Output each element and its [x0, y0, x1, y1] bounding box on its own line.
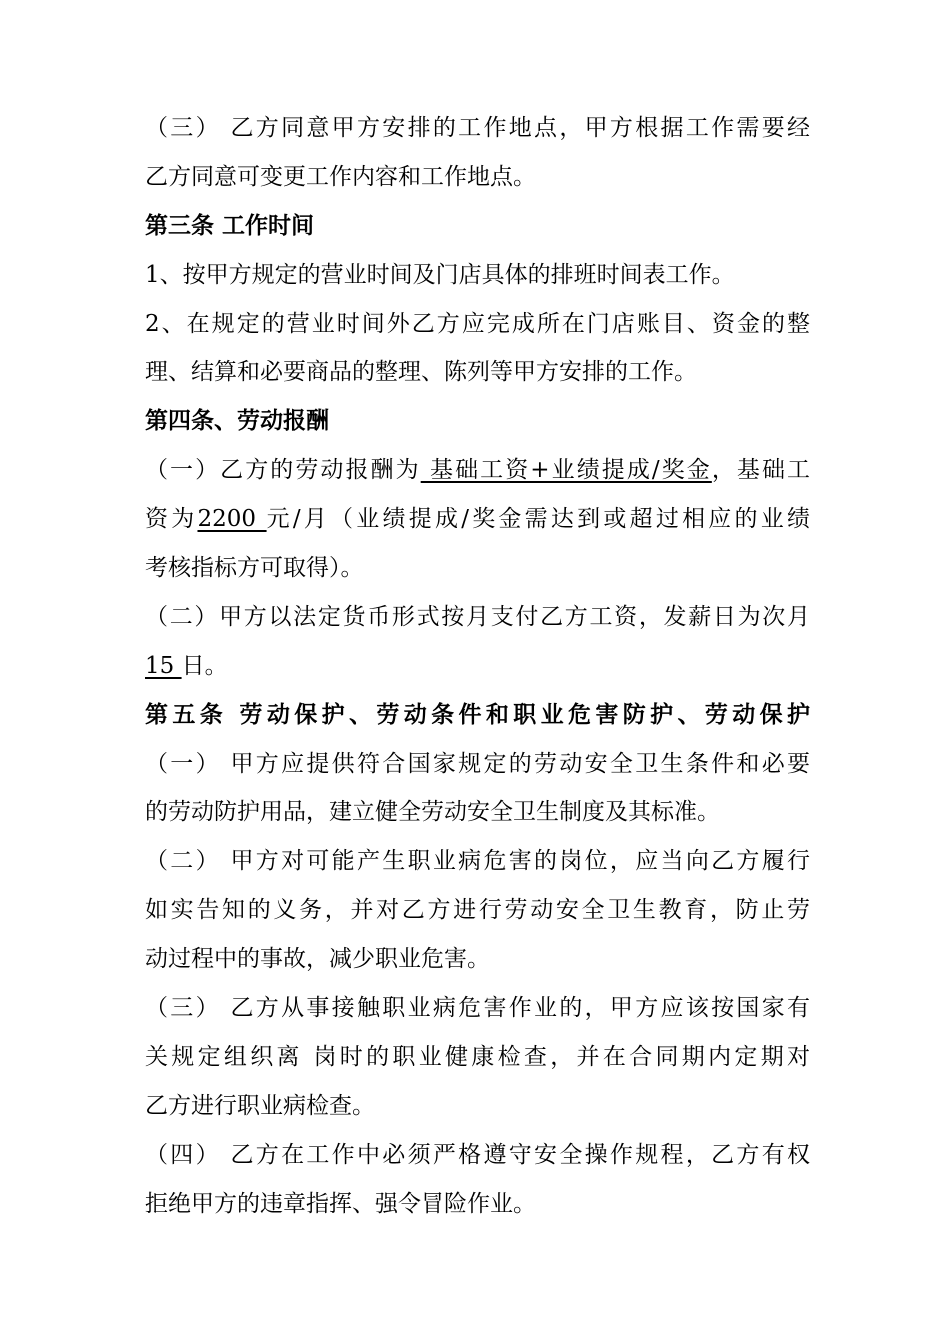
paragraph-line: 关规定组织离 岗时的职业健康检查，并在合同期内定期对 [145, 1043, 810, 1070]
paragraph-line: 理、结算和必要商品的整理、陈列等甲方安排的工作。 [145, 359, 697, 386]
paragraph-line: 乙方进行职业病检查。 [145, 1092, 375, 1119]
paragraph-line [145, 446, 810, 495]
section-heading-article-3: 第三条 工作时间 [145, 212, 315, 239]
paragraph-line: 动过程中的事故，减少职业危害。 [145, 946, 490, 973]
paragraph-line: 1、按甲方规定的营业时间及门店具体的排班时间表工作。 [145, 261, 735, 288]
payday-blank: 15 [145, 652, 182, 679]
paragraph-line: （四） 乙方在工作中必须严格遵守安全操作规程，乙方有权 [145, 1141, 810, 1168]
paragraph-line: （三） 乙方同意甲方安排的工作地点，甲方根据工作需要经 [145, 115, 810, 141]
paragraph-line: （三） 乙方从事接触职业病危害作业的，甲方应该按国家有 [145, 995, 810, 1022]
paragraph-line [145, 642, 810, 691]
base-salary-blank: 2200 [197, 506, 267, 533]
paragraph-line [145, 495, 810, 544]
document-body [145, 104, 810, 1228]
pay-text: ，基础工 [711, 457, 810, 484]
paragraph-line: （二） 甲方对可能产生职业病危害的岗位，应当向乙方履行 [145, 848, 810, 875]
paragraph-line: （二）甲方以法定货币形式按月支付乙方工资，发薪日为次月 [145, 603, 810, 630]
paragraph-line: 拒绝甲方的违章指挥、强令冒险作业。 [145, 1190, 536, 1217]
paragraph-line: 乙方同意可变更工作内容和工作地点。 [145, 163, 536, 190]
section-heading-article-5: 第五条 劳动保护、劳动条件和职业危害防护、劳动保护 [145, 701, 810, 728]
pay-structure-blank: 基础工资+业绩提成/奖金 [420, 457, 712, 484]
paragraph-line: 2、在规定的营业时间外乙方应完成所在门店账目、资金的整 [145, 310, 810, 337]
pay-text: 日。 [181, 652, 228, 679]
pay-text: （一）乙方的劳动报酬为 [145, 457, 421, 484]
paragraph-line: 如实告知的义务，并对乙方进行劳动安全卫生教育，防止劳 [145, 897, 810, 924]
paragraph-line: 考核指标方可取得）。 [145, 555, 364, 582]
section-heading-article-4: 第四条、劳动报酬 [145, 408, 329, 435]
pay-text: 资为 [145, 506, 198, 533]
paragraph-line: 的劳动防护用品，建立健全劳动安全卫生制度及其标准。 [145, 799, 720, 826]
paragraph-line: （一） 甲方应提供符合国家规定的劳动安全卫生条件和必要 [145, 750, 810, 777]
pay-text: 元/月（业绩提成/奖金需达到或超过相应的业绩 [266, 506, 810, 533]
